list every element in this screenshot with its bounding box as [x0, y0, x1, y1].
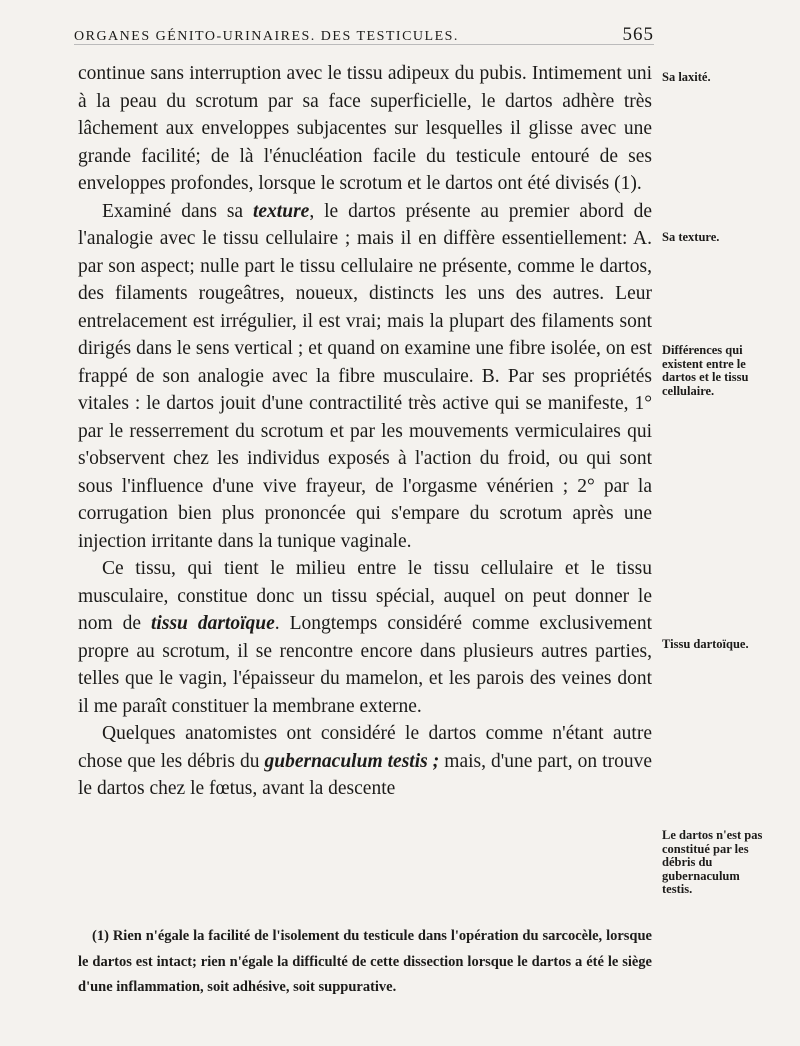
- header-rule: [74, 44, 654, 45]
- emphasis-term: tissu dartoïque: [151, 613, 275, 634]
- paragraph-text: mais, d'une part, on trouve le dartos chez le fœtus, avant la descente: [78, 750, 652, 799]
- margin-note-laxite: Sa laxité.: [662, 70, 711, 84]
- running-header: [74, 24, 654, 46]
- paragraph-text: . Longtemps considéré comme exclusivement propre au scrotum, il se rencontre encore dans plusieurs autres parties, telles que le vagin, l'épaisseur du mamelon, et les parois des veines dont il me paraît constituer la membrane externe.: [78, 613, 652, 717]
- paragraph-tissu-dartoique: [78, 555, 652, 720]
- page-number: 565: [622, 24, 654, 45]
- header-title: ORGANES GÉNITO-URINAIRES. DES TESTICULES.: [74, 29, 459, 44]
- margin-note-differences: Différences qui existent entre le dartos et le tissu cellulaire.: [662, 343, 749, 398]
- paragraph-text: , le dartos présente au premier abord de l'analogie avec le tissu cellulaire ; mais il en diffère essentiellement: A. par son aspect; nulle part le tissu cellulaire ne présente, comme le dartos, des filaments rougeâtres, noueux, distincts les uns des autres. Leur entrelacement est irrégulier, il est vrai; mais la plupart des filaments sont dirigés dans le sens vertical ; et quand on examine une fibre isolée, on est frappé de son analogie avec la fibre musculaire. B. Par ses propriétés vitales : le dartos jouit d'une contractilité très active qui se manifeste, 1° par le resserrement du scrotum et par les mouvements vermiculaires qui s'observent chez les individus exposés à l'action du froid, ou qui sont sous l'influence d'une vive frayeur, de l'orgasme vénérien ; 2° par la corrugation bien plus prononcée qui s'empare du scrotum après une injection irritante dans la tunique vaginale.: [78, 200, 652, 552]
- footnote-text: (1) Rien n'égale la facilité de l'isolement du testicule dans l'opération du sarcocèle, lorsque le dartos est intact; rien n'égale la difficulté de cette dissection lorsque le dartos a été le siège d'une inflammation, soit adhésive, soit suppurative.: [78, 928, 652, 995]
- margin-note-gubernaculum: Le dartos n'est pas constitué par les débris du gubernaculum testis.: [662, 828, 763, 896]
- footnote: [78, 924, 652, 1001]
- paragraph-text: Examiné dans sa: [102, 200, 253, 222]
- main-text: [78, 60, 652, 803]
- paragraph-text: Quelques anatomistes ont considéré le dartos comme n'étant autre chose que les débris du: [78, 723, 652, 772]
- emphasis-term: texture: [252, 200, 310, 222]
- paragraph-laxite: continue sans interruption avec le tissu adipeux du pubis. Intimement uni à la peau du scrotum par sa face superficielle, le dartos adhère très lâchement aux enveloppes subjacentes sur lesquelles il glisse avec une grande facilité; de là l'énucléation facile du testicule entouré de ses enveloppes profondes, lorsque le scrotum et le dartos ont été divisés (1).: [78, 63, 652, 194]
- margin-note-tissu-dartoique: Tissu dartoïque.: [662, 637, 749, 651]
- emphasis-term: gubernaculum testis ;: [264, 750, 440, 772]
- paragraph-gubernaculum: [78, 720, 652, 803]
- paragraph-texture: [78, 198, 652, 556]
- paragraph-text: Ce tissu, qui tient le milieu entre le tissu cellulaire et le tissu musculaire, constitue donc un tissu spécial, auquel on peut donner le nom de: [78, 558, 652, 634]
- margin-note-texture: Sa texture.: [662, 230, 720, 244]
